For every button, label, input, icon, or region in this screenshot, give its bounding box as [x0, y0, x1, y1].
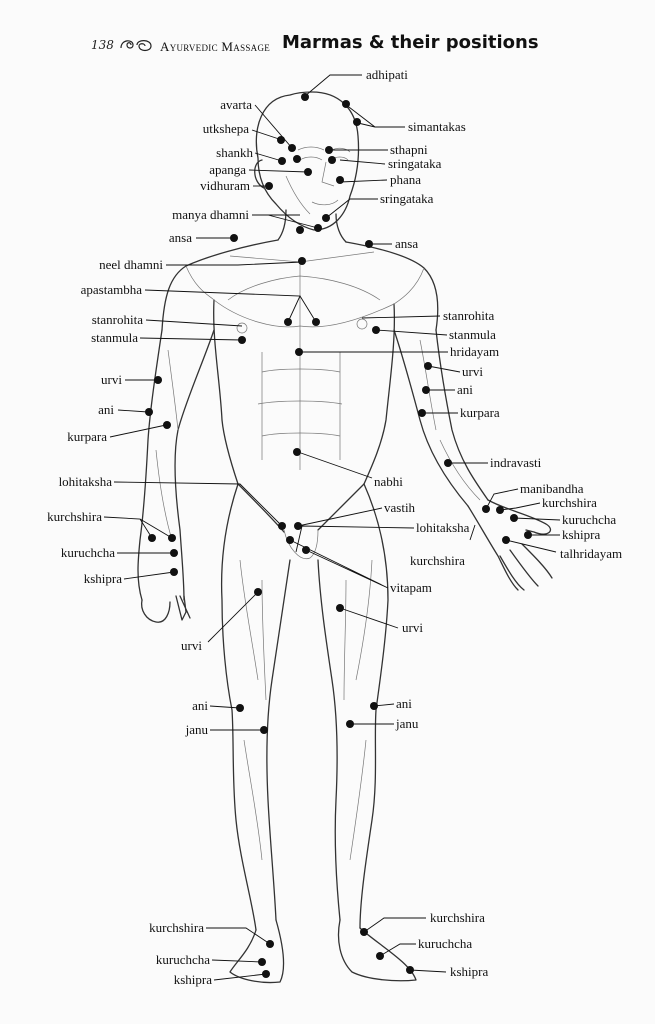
marma-point: [170, 549, 178, 557]
label-lohitaksha-right: lohitaksha: [416, 520, 470, 535]
label-stanrohita-right: stanrohita: [443, 308, 495, 323]
label-kurchshira-hand-right: kurchshira: [542, 495, 597, 510]
marma-point: [301, 93, 309, 101]
label-kshipra-foot-right: kshipra: [450, 964, 489, 979]
marma-point: [265, 182, 273, 190]
running-title: Ayurvedic Massage: [160, 39, 271, 54]
label-ansa-left: ansa: [168, 230, 192, 245]
label-urvi-arm-right: urvi: [462, 364, 483, 379]
label-avarta: avarta: [220, 97, 252, 112]
label-manibandha: manibandha: [520, 481, 584, 496]
label-adhipati: adhipati: [366, 67, 408, 82]
label-kurpara-right: kurpara: [460, 405, 500, 420]
marma-point: [277, 136, 285, 144]
label-manya-dhamni: manya dhamni: [172, 207, 249, 222]
marma-point: [336, 604, 344, 612]
label-talhridayam: talhridayam: [560, 546, 623, 561]
label-apastambha: apastambha: [80, 282, 142, 297]
label-neel-dhamni: neel dhamni: [99, 257, 163, 272]
label-kuruchcha-hand-right: kuruchcha: [562, 512, 617, 527]
marma-point: [424, 362, 432, 370]
label-janu-right: janu: [396, 716, 419, 731]
marma-point: [312, 318, 320, 326]
label-kuruchcha-hand-left: kuruchcha: [60, 545, 115, 560]
label-urvi-leg-right: urvi: [402, 620, 423, 635]
marma-point: [254, 588, 262, 596]
label-ani-arm-right: ani: [457, 382, 473, 397]
marma-point: [365, 240, 373, 248]
marma-point: [170, 568, 178, 576]
marma-point: [154, 376, 162, 384]
label-kshipra-hand-left: kshipra: [83, 571, 122, 586]
page-title: Marmas & their positions: [282, 32, 539, 53]
label-kurchshira-hand-left: kurchshira: [47, 509, 102, 524]
marma-point: [502, 536, 510, 544]
marma-point: [360, 928, 368, 936]
marma-point: [168, 534, 176, 542]
marma-point: [328, 156, 336, 164]
marma-point: [294, 522, 302, 530]
marma-point: [346, 720, 354, 728]
marma-point: [298, 257, 306, 265]
label-hridayam: hridayam: [450, 344, 500, 359]
label-ansa-right: ansa: [395, 236, 419, 251]
marma-point: [238, 336, 246, 344]
marma-point: [370, 702, 378, 710]
marma-point: [325, 146, 333, 154]
page-number: 138: [91, 38, 114, 52]
label-stanrohita-left: stanrohita: [91, 312, 143, 327]
label-indravasti: indravasti: [490, 455, 542, 470]
label-kurchshira-wrist-right: kurchshira: [410, 553, 465, 568]
marma-point: [230, 234, 238, 242]
label-simantakas: simantakas: [408, 119, 466, 134]
marma-point: [288, 144, 296, 152]
marma-point: [342, 100, 350, 108]
label-kshipra-foot-left: kshipra: [173, 972, 212, 987]
label-vitapam: vitapam: [390, 580, 432, 595]
marma-point: [482, 505, 490, 513]
label-lohitaksha-left: lohitaksha: [58, 474, 112, 489]
label-vastih: vastih: [384, 500, 416, 515]
label-ani-leg-right: ani: [396, 696, 412, 711]
marma-point: [148, 534, 156, 542]
marma-point: [262, 970, 270, 978]
marma-point: [278, 157, 286, 165]
marma-point: [353, 118, 361, 126]
label-kshipra-hand-right: kshipra: [562, 527, 601, 542]
label-janu-left: janu: [185, 722, 208, 737]
label-kurchshira-foot-left: kurchshira: [149, 920, 204, 935]
marma-point: [418, 409, 426, 417]
marma-point: [295, 348, 303, 356]
marma-point: [284, 318, 292, 326]
label-apanga: apanga: [209, 162, 246, 177]
marma-point: [260, 726, 268, 734]
marma-point: [336, 176, 344, 184]
marma-point: [496, 506, 504, 514]
label-kuruchcha-foot-left: kuruchcha: [155, 952, 210, 967]
marma-point: [278, 522, 286, 530]
marma-point: [286, 536, 294, 544]
label-kuruchcha-foot-right: kuruchcha: [418, 936, 473, 951]
marma-point: [163, 421, 171, 429]
label-sthapni: sthapni: [390, 142, 428, 157]
label-shankh: shankh: [216, 145, 253, 160]
marma-point: [376, 952, 384, 960]
marma-point: [302, 546, 310, 554]
label-urvi-arm-left: urvi: [101, 372, 122, 387]
marma-point: [236, 704, 244, 712]
label-sringataka-lower: sringataka: [380, 191, 434, 206]
marma-point: [304, 168, 312, 176]
label-urvi-leg-left: urvi: [181, 638, 202, 653]
label-ani-arm-left: ani: [98, 402, 114, 417]
label-vidhuram: vidhuram: [200, 178, 250, 193]
marma-point: [293, 155, 301, 163]
marma-point: [266, 940, 274, 948]
label-stanmula-right: stanmula: [449, 327, 496, 342]
marma-point: [524, 531, 532, 539]
marma-point: [406, 966, 414, 974]
marma-point: [293, 448, 301, 456]
marma-point: [296, 226, 304, 234]
label-stanmula-left: stanmula: [91, 330, 138, 345]
marma-point: [258, 958, 266, 966]
marma-point: [314, 224, 322, 232]
marma-points: [145, 93, 532, 978]
marma-point: [322, 214, 330, 222]
label-kurpara-left: kurpara: [67, 429, 107, 444]
marma-point: [372, 326, 380, 334]
label-utkshepa: utkshepa: [202, 121, 249, 136]
label-phana: phana: [390, 172, 422, 187]
label-kurchshira-foot-right: kurchshira: [430, 910, 485, 925]
marma-point: [145, 408, 153, 416]
label-ani-leg-left: ani: [192, 698, 208, 713]
marma-point: [422, 386, 430, 394]
marma-point: [444, 459, 452, 467]
label-nabhi: nabhi: [374, 474, 403, 489]
label-sringataka-upper: sringataka: [388, 156, 442, 171]
marma-point: [510, 514, 518, 522]
body-figure: [138, 92, 552, 983]
